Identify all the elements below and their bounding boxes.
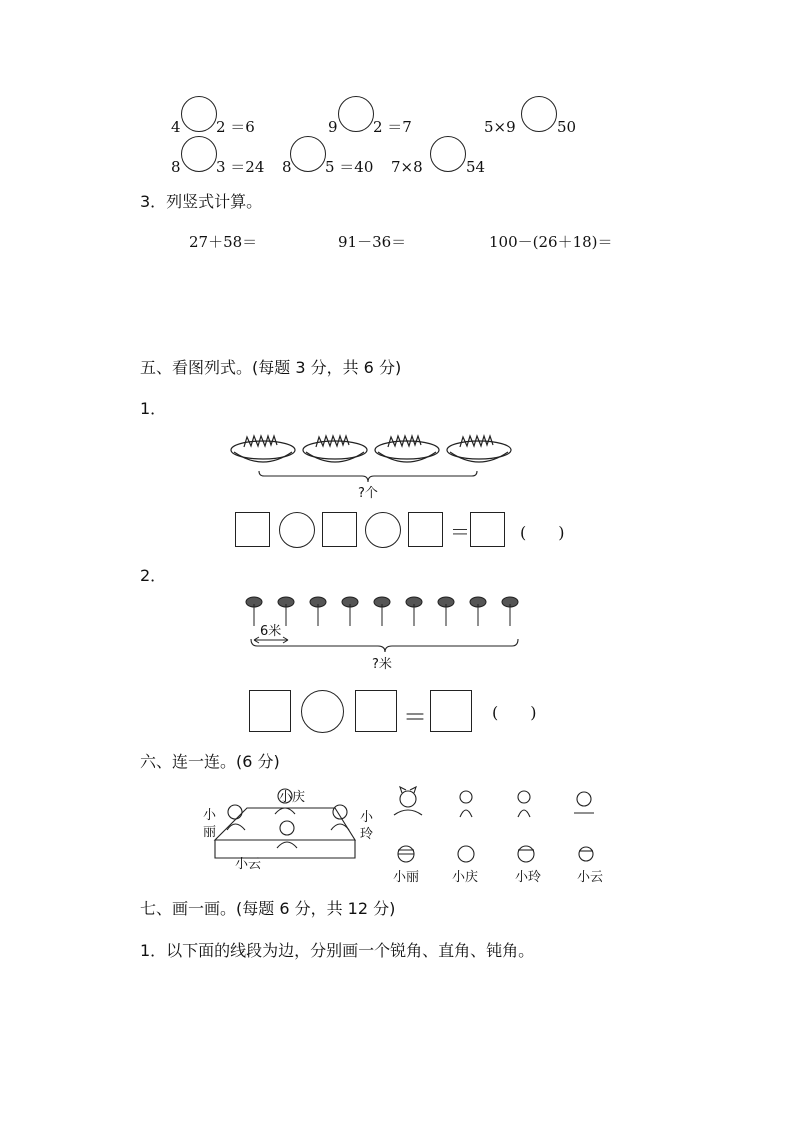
tree (406, 597, 422, 626)
equals-sign: ＝ (450, 520, 470, 544)
answer-circle[interactable] (338, 96, 374, 132)
view-picture (394, 787, 422, 815)
brace-label: ?米 (372, 657, 392, 672)
plate-of-fruit (375, 436, 439, 462)
child-head (458, 846, 474, 862)
answer-box[interactable] (470, 512, 505, 547)
child-figure (277, 821, 297, 848)
compare-left: 5×9 (484, 118, 516, 136)
child-figure (227, 805, 245, 830)
compare-right: 5 ＝40 (325, 158, 374, 176)
answer-circle[interactable] (181, 96, 217, 132)
tree (438, 597, 454, 626)
name-label-xiaoling: 玲 (360, 827, 374, 842)
vertical-calc-expr: 27＋58＝ (189, 233, 258, 251)
distance-label: 6米 (260, 624, 282, 639)
name-label-xiaoli: 丽 (203, 825, 217, 840)
answer-box[interactable] (322, 512, 357, 547)
answer-box[interactable] (408, 512, 443, 547)
vertical-calc-expr: 100－(26＋18)＝ (489, 233, 613, 251)
brace-label: ?个 (358, 486, 378, 501)
brace (250, 638, 520, 654)
section7-q1: 1．以下面的线段为边，分别画一个锐角、直角、钝角。 (140, 941, 535, 960)
child-head (579, 847, 593, 861)
view-picture (460, 791, 472, 817)
name-label-xiaoyun: 小云 (235, 857, 262, 872)
answer-circle[interactable] (430, 136, 466, 172)
compare-right: 50 (557, 118, 577, 136)
answer-box[interactable] (235, 512, 270, 547)
tree (502, 597, 518, 626)
unit-paren[interactable]: ( ) (492, 703, 537, 722)
operator-circle[interactable] (301, 690, 344, 733)
bottom-name: 小庆 (452, 870, 479, 885)
name-label-xiaoli: 小 (203, 808, 217, 823)
unit-paren[interactable]: ( ) (520, 523, 565, 542)
tree (374, 597, 390, 626)
plate-of-fruit (447, 436, 511, 462)
child-head (518, 846, 534, 862)
problem-number: 1． (140, 399, 167, 418)
compare-left: 7×8 (391, 158, 423, 176)
problem-number: 2． (140, 566, 167, 585)
plate-of-fruit (303, 436, 367, 462)
compare-right: 54 (466, 158, 486, 176)
child-heads (392, 844, 612, 868)
bottom-name: 小丽 (393, 870, 420, 885)
answer-circle[interactable] (521, 96, 557, 132)
tree (470, 597, 486, 626)
compare-right: 2 ＝6 (216, 118, 255, 136)
name-label-xiaoling: 小 (360, 810, 374, 825)
answer-box[interactable] (355, 690, 397, 732)
answer-box[interactable] (430, 690, 472, 732)
vertical-calc-expr: 91－36＝ (338, 233, 407, 251)
q3-title: 3．列竖式计算。 (140, 192, 263, 211)
view-pictures (392, 787, 612, 823)
answer-box[interactable] (249, 690, 291, 732)
answer-circle[interactable] (290, 136, 326, 172)
operator-circle[interactable] (365, 512, 401, 548)
tree (310, 597, 326, 626)
section6-title: 六、连一连。(6 分) (140, 752, 280, 771)
section5-title: 五、看图列式。(每题 3 分，共 6 分) (140, 358, 402, 377)
child-figure (331, 805, 349, 830)
compare-left: 8 (282, 158, 292, 176)
tree (342, 597, 358, 626)
view-picture (518, 791, 530, 817)
compare-left: 4 (171, 118, 181, 136)
trees-row (242, 596, 532, 632)
bottom-name: 小玲 (515, 870, 542, 885)
child-head (398, 846, 414, 862)
name-label-xiaoqing: 小庆 (279, 790, 306, 805)
equals-sign: ＝ (403, 703, 427, 731)
operator-circle[interactable] (279, 512, 315, 548)
compare-right: 3 ＝24 (216, 158, 265, 176)
compare-left: 8 (171, 158, 181, 176)
section7-title: 七、画一画。(每题 6 分，共 12 分) (140, 899, 396, 918)
answer-circle[interactable] (181, 136, 217, 172)
compare-right: 2 ＝7 (373, 118, 412, 136)
view-picture (574, 792, 594, 813)
plate-of-fruit (231, 436, 295, 462)
compare-left: 9 (328, 118, 338, 136)
bottom-name: 小云 (577, 870, 604, 885)
